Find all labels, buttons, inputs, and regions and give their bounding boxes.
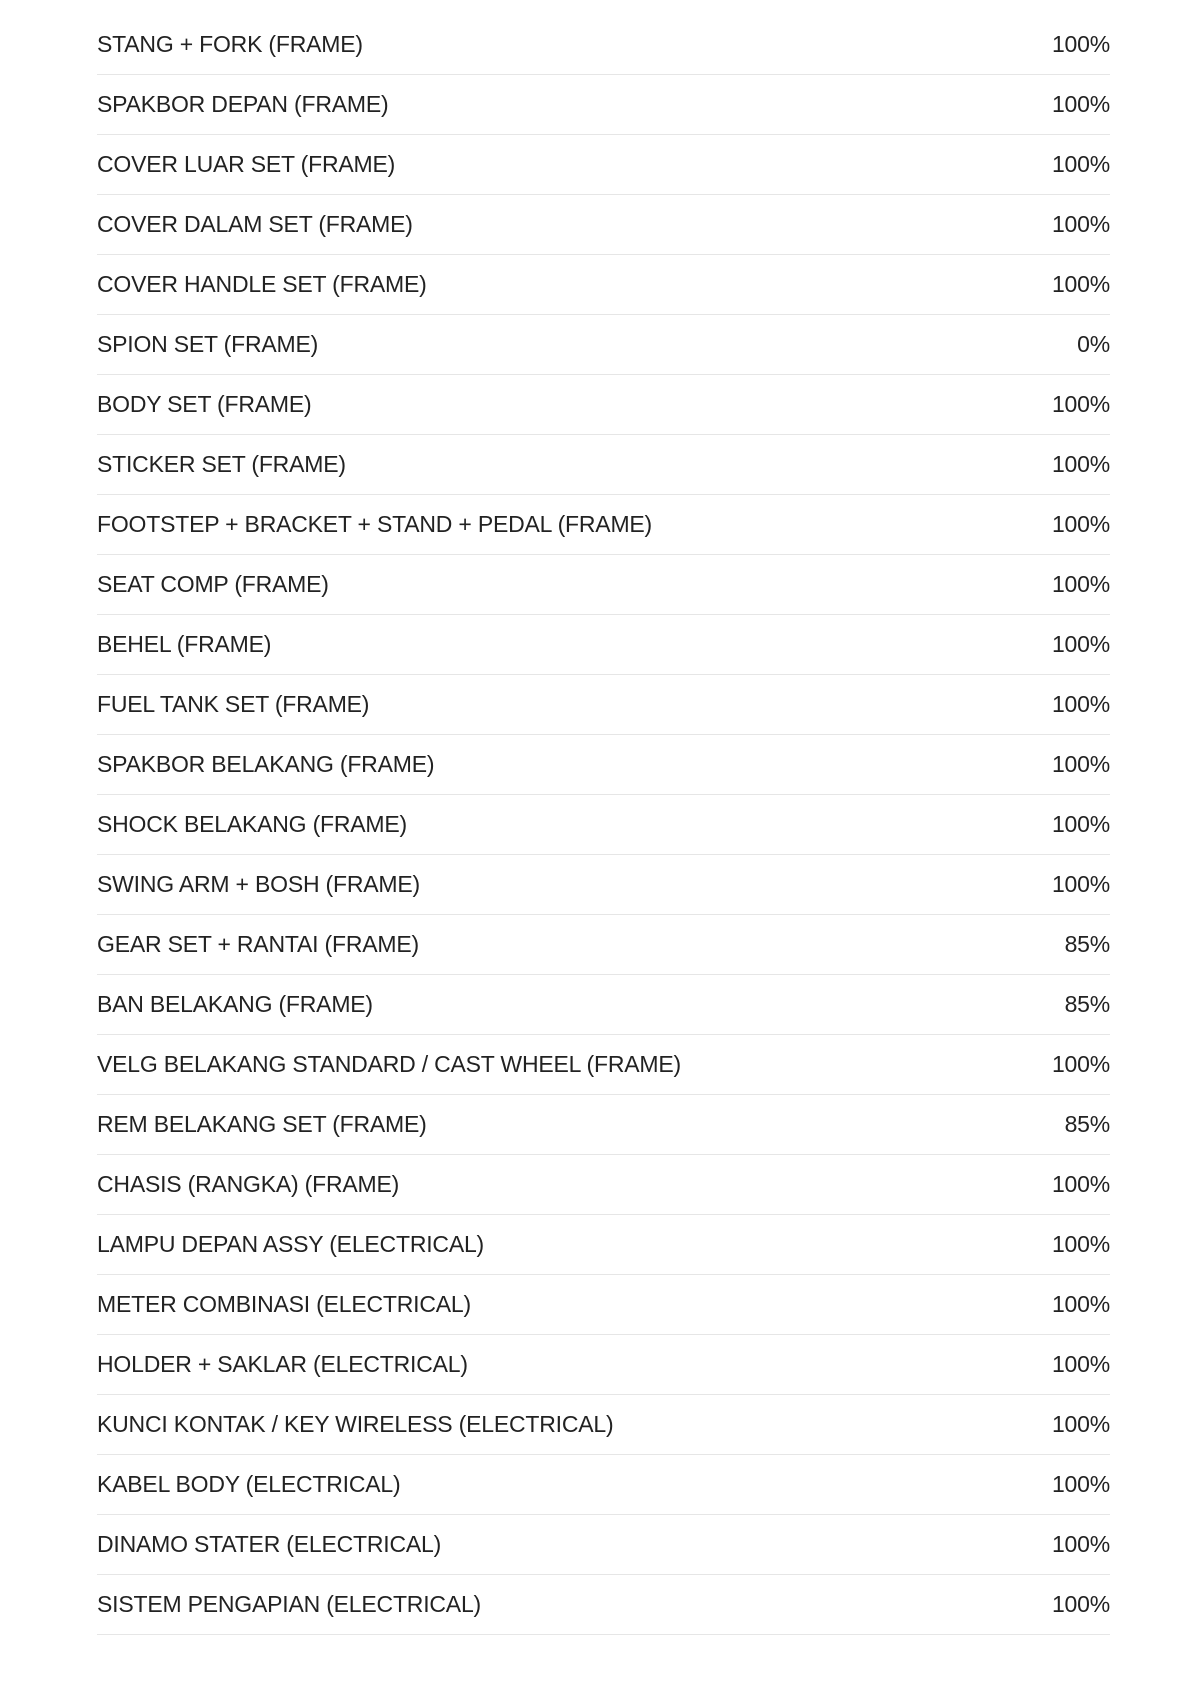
list-item xyxy=(97,975,1110,1035)
item-percentage: 100% xyxy=(1051,1171,1110,1197)
item-percentage: 100% xyxy=(1051,1411,1110,1437)
list-item xyxy=(97,735,1110,795)
item-percentage: 100% xyxy=(1051,691,1110,717)
item-percentage: 100% xyxy=(1051,151,1110,177)
list-item xyxy=(97,1095,1110,1155)
item-label: BODY SET (FRAME) xyxy=(97,391,312,417)
item-percentage: 100% xyxy=(1051,1471,1110,1497)
list-item xyxy=(97,15,1110,75)
item-label: REM BELAKANG SET (FRAME) xyxy=(97,1111,427,1137)
item-percentage: 100% xyxy=(1051,1291,1110,1317)
item-label: GEAR SET + RANTAI (FRAME) xyxy=(97,931,419,957)
item-label: SISTEM PENGAPIAN (ELECTRICAL) xyxy=(97,1591,481,1617)
list-item xyxy=(97,1395,1110,1455)
item-label: FUEL TANK SET (FRAME) xyxy=(97,691,370,717)
list-item xyxy=(97,675,1110,735)
item-percentage: 100% xyxy=(1051,211,1110,237)
item-percentage: 100% xyxy=(1051,631,1110,657)
list-item xyxy=(97,555,1110,615)
item-percentage: 85% xyxy=(1064,991,1110,1017)
item-label: LAMPU DEPAN ASSY (ELECTRICAL) xyxy=(97,1231,485,1257)
item-label: BAN BELAKANG (FRAME) xyxy=(97,991,373,1017)
item-label: COVER HANDLE SET (FRAME) xyxy=(97,271,427,297)
list-item xyxy=(97,1035,1110,1095)
item-label: STICKER SET (FRAME) xyxy=(97,451,346,477)
item-label: STANG + FORK (FRAME) xyxy=(97,31,363,57)
list-item xyxy=(97,375,1110,435)
list-item xyxy=(97,135,1110,195)
item-label: SHOCK BELAKANG (FRAME) xyxy=(97,811,407,837)
list-item xyxy=(97,195,1110,255)
item-label: VELG BELAKANG STANDARD / CAST WHEEL (FRAME) xyxy=(97,1051,681,1077)
list-item xyxy=(97,1215,1110,1275)
list-item xyxy=(97,435,1110,495)
item-percentage: 100% xyxy=(1051,1231,1110,1257)
item-label: COVER LUAR SET (FRAME) xyxy=(97,151,396,177)
item-label: CHASIS (RANGKA) (FRAME) xyxy=(97,1171,400,1197)
item-label: DINAMO STATER (ELECTRICAL) xyxy=(97,1531,442,1557)
item-percentage: 100% xyxy=(1051,1591,1110,1617)
item-label: COVER DALAM SET (FRAME) xyxy=(97,211,413,237)
item-label: KABEL BODY (ELECTRICAL) xyxy=(97,1471,401,1497)
item-percentage: 100% xyxy=(1051,271,1110,297)
item-percentage: 0% xyxy=(1077,331,1110,357)
item-label: BEHEL (FRAME) xyxy=(97,631,272,657)
item-percentage: 100% xyxy=(1051,391,1110,417)
list-item xyxy=(97,1275,1110,1335)
item-label: HOLDER + SAKLAR (ELECTRICAL) xyxy=(97,1351,468,1377)
list-item xyxy=(97,1575,1110,1635)
item-percentage: 100% xyxy=(1051,1351,1110,1377)
inspection-list xyxy=(97,15,1110,1635)
item-percentage: 100% xyxy=(1051,451,1110,477)
item-percentage: 100% xyxy=(1051,811,1110,837)
list-item xyxy=(97,1335,1110,1395)
item-label: SEAT COMP (FRAME) xyxy=(97,571,329,597)
list-item xyxy=(97,855,1110,915)
item-label: FOOTSTEP + BRACKET + STAND + PEDAL (FRAME) xyxy=(97,511,653,537)
list-item xyxy=(97,315,1110,375)
item-percentage: 100% xyxy=(1051,871,1110,897)
item-percentage: 85% xyxy=(1064,931,1110,957)
item-percentage: 100% xyxy=(1051,511,1110,537)
item-percentage: 100% xyxy=(1051,1051,1110,1077)
item-label: METER COMBINASI (ELECTRICAL) xyxy=(97,1291,471,1317)
item-percentage: 100% xyxy=(1051,91,1110,117)
item-label: KUNCI KONTAK / KEY WIRELESS (ELECTRICAL) xyxy=(97,1411,614,1437)
list-item xyxy=(97,1455,1110,1515)
item-percentage: 100% xyxy=(1051,1531,1110,1557)
item-percentage: 85% xyxy=(1064,1111,1110,1137)
list-item xyxy=(97,495,1110,555)
list-item xyxy=(97,615,1110,675)
list-item xyxy=(97,915,1110,975)
item-percentage: 100% xyxy=(1051,31,1110,57)
list-item xyxy=(97,255,1110,315)
item-label: SPION SET (FRAME) xyxy=(97,331,319,357)
item-label: SPAKBOR BELAKANG (FRAME) xyxy=(97,751,435,777)
list-item xyxy=(97,1515,1110,1575)
list-item xyxy=(97,75,1110,135)
list-item xyxy=(97,795,1110,855)
item-label: SPAKBOR DEPAN (FRAME) xyxy=(97,91,389,117)
item-percentage: 100% xyxy=(1051,571,1110,597)
item-label: SWING ARM + BOSH (FRAME) xyxy=(97,871,420,897)
list-item xyxy=(97,1155,1110,1215)
item-percentage: 100% xyxy=(1051,751,1110,777)
